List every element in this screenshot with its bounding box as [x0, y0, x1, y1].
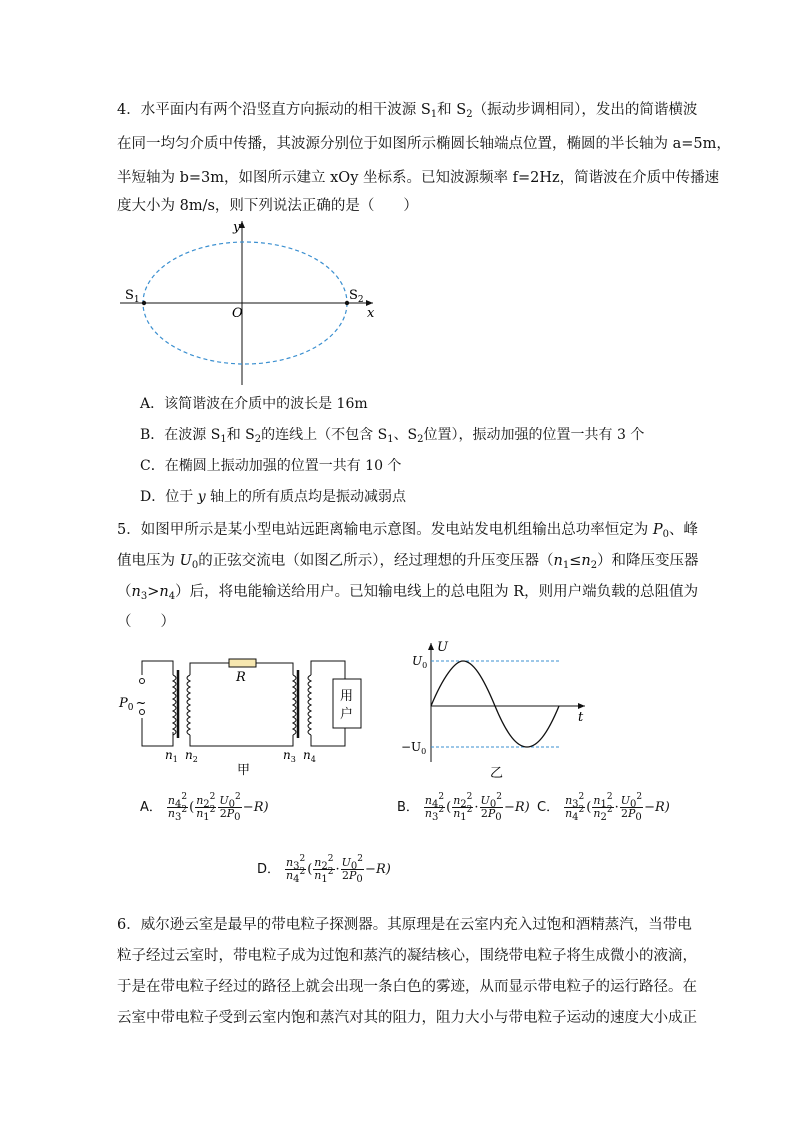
circuit-caption: 甲: [237, 763, 251, 778]
generator-label: $P_0$ ~: [119, 696, 147, 713]
s1-label: $S_1$: [125, 288, 140, 305]
x-axis-label: x: [367, 306, 375, 321]
y-axis-label: y: [233, 220, 241, 235]
u-axis-label: U: [437, 640, 448, 655]
q5-line-1: 5．如图甲所示是某小型电站远距离输电示意图。发电站发电机组输出总功率恒定为 $P_0$、峰: [117, 522, 698, 540]
q5-voltage-waveform: [395, 637, 595, 782]
q4-line-2: 在同一均匀介质中传播，其波源分别位于如图所示椭圆长轴端点位置，椭圆的半长轴为 a=5m，: [117, 136, 731, 152]
q5-circuit-diagram: [115, 650, 385, 780]
n1-label: $n_1$: [165, 748, 178, 764]
q6-line-4: 云室中带电粒子受到云室内饱和蒸汽对其的阻力，阻力大小与带电粒子运动的速度大小成正: [117, 1010, 697, 1026]
neg-u0-label: $-U_0$: [401, 740, 427, 756]
user-label-1: 用: [340, 689, 354, 704]
q5-line-4: （ ）: [117, 614, 175, 630]
q5-line-2: 值电压为 $U_0$的正弦交流电（如图乙所示），经过理想的升压变压器$(n_1\le n_2)$和降压变压器: [117, 553, 699, 571]
source-s1-dot: [142, 301, 146, 305]
user-label-2: 户: [340, 707, 354, 722]
q6-line-2: 粒子经过云室时，带电粒子成为过饱和蒸汽的凝结核心，围绕带电粒子将生成微小的液滴，: [117, 948, 697, 964]
s2-label: $S_2$: [349, 288, 364, 305]
u0-label: $U_0$: [412, 654, 428, 670]
q4-option-c: C．在椭圆上振动加强的位置一共有 10 个: [140, 458, 402, 474]
q4-line-3: 半短轴为 b=3m，如图所示建立 xOy 坐标系。已知波源频率 f=2Hz，简谐波在介质中传播速: [117, 170, 720, 186]
wave-caption: 乙: [490, 766, 504, 781]
resistor-r: [229, 659, 256, 667]
q4-ellipse-figure: [115, 215, 385, 390]
n4-label: $n_4$: [303, 748, 316, 764]
origin-label: O: [232, 306, 243, 321]
q4-line-1: 4．水平面内有两个沿竖直方向振动的相干波源 $S_1$和 $S_2$（振动步调相同），发出的简谐横波: [117, 102, 698, 120]
q5-option-a: A． $\frac{n_4^2}{n_3^2}$ ( $\frac{n_2^2}{n_1^2}$ $\frac{U_0^2}{2P_0}$ −R): [140, 792, 269, 823]
q5-option-b: B． $\frac{n_4^2}{n_3^2}$ ( $\frac{n_2^2}{n_1^2}$ · $\frac{U_0^2}{2P_0}$ −R): [397, 792, 530, 823]
resistor-label: R: [236, 670, 246, 685]
sine-curve: [431, 661, 559, 747]
q5-option-d: D． $\frac{n_3^2}{n_4^2}$ ( $\frac{n_2^2}{n_1^2}$ · $\frac{U_0^2}{2P_0}$ −R): [257, 854, 391, 885]
q6-line-3: 于是在带电粒子经过的路径上就会出现一条白色的雾迹，从而显示带电粒子的运行路径。在: [117, 979, 697, 995]
q5-option-c: C． $\frac{n_3^2}{n_4^2}$ ( $\frac{n_1^2}{n_2^2}$ · $\frac{U_0^2}{2P_0}$ −R): [537, 792, 670, 823]
q4-option-b: B．在波源 $S_1$和 $S_2$的连线上（不包含 $S_1$、$S_2$位置），振动加强的位置一共有 3 个: [140, 427, 645, 445]
q4-option-a: A．该简谐波在介质中的波长是 16m: [140, 396, 368, 412]
q6-line-1: 6．威尔逊云室是最早的带电粒子探测器。其原理是在云室内充入过饱和酒精蒸汽，当带电: [117, 917, 692, 933]
q5-line-3: $(n_3>n_4)$后，将电能输送给用户。已知输电线上的总电阻为 R，则用户端负载的总阻值为: [117, 584, 699, 602]
t-axis-label: t: [578, 710, 584, 725]
n3-label: $n_3$: [283, 748, 296, 764]
n2-label: $n_2$: [185, 748, 198, 764]
q4-option-d: D．位于 y 轴上的所有质点均是振动减弱点: [140, 489, 407, 505]
q4-line-4: 度大小为 8m/s，则下列说法正确的是（ ）: [117, 198, 418, 214]
